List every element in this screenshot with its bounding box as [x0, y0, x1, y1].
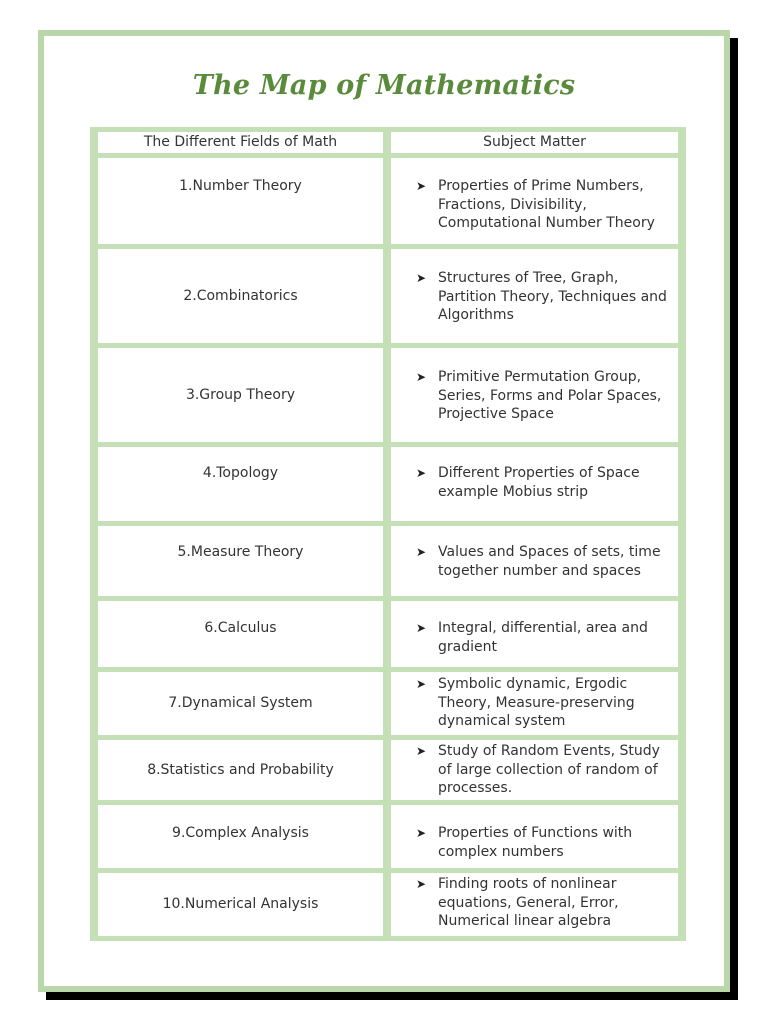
subject-text: Properties of Functions with complex numbers [438, 825, 633, 860]
table-row [98, 447, 678, 521]
subject-cell [391, 249, 678, 343]
subject-text: Values and Spaces of sets, time together number and spaces [438, 544, 661, 579]
column-header-subject: Subject Matter [391, 132, 678, 153]
list-item [391, 447, 678, 501]
subject-text: Structures of Tree, Graph, Partition Theory, Techniques and Algorithms [438, 270, 667, 323]
subject-text: Finding roots of nonlinear equations, General, Error, Numerical linear algebra [438, 876, 619, 929]
list-item [391, 672, 678, 731]
field-name: 4.Topology [98, 447, 383, 521]
subject-cell [391, 348, 678, 442]
field-name: 10.Numerical Analysis [98, 873, 383, 936]
arrowhead-bullet-icon: ➤ [416, 744, 427, 758]
field-name: 1.Number Theory [98, 158, 383, 244]
list-item [391, 158, 678, 233]
field-name: 5.Measure Theory [98, 526, 383, 596]
subject-text: Integral, differential, area and gradient [438, 620, 648, 655]
subject-text: Primitive Permutation Group, Series, Forms and Polar Spaces, Projective Space [438, 369, 662, 422]
list-item [391, 348, 678, 424]
field-name: 7.Dynamical System [98, 672, 383, 735]
arrowhead-bullet-icon: ➤ [416, 370, 427, 384]
arrowhead-bullet-icon: ➤ [416, 271, 427, 285]
column-header-fields: The Different Fields of Math [98, 132, 383, 153]
math-fields-table [90, 127, 686, 941]
subject-cell [391, 526, 678, 596]
table-row [98, 249, 678, 343]
arrowhead-bullet-icon: ➤ [416, 826, 427, 840]
list-item [391, 249, 678, 325]
table-row [98, 740, 678, 800]
subject-cell [391, 873, 678, 936]
field-name: 9.Complex Analysis [98, 805, 383, 868]
list-item [391, 873, 678, 931]
subject-text: Properties of Prime Numbers, Fractions, Divisibility, Computational Number Theory [438, 178, 655, 231]
table-row [98, 601, 678, 667]
list-item [391, 805, 678, 861]
subject-text: Symbolic dynamic, Ergodic Theory, Measure-preserving dynamical system [438, 676, 635, 729]
list-item [391, 601, 678, 656]
field-name: 6.Calculus [98, 601, 383, 667]
subject-cell [391, 601, 678, 667]
arrowhead-bullet-icon: ➤ [416, 877, 427, 891]
arrowhead-bullet-icon: ➤ [416, 621, 427, 635]
table-header-row [98, 132, 678, 153]
arrowhead-bullet-icon: ➤ [416, 545, 427, 559]
arrowhead-bullet-icon: ➤ [416, 677, 427, 691]
table-row [98, 526, 678, 596]
subject-cell [391, 805, 678, 868]
subject-text: Study of Random Events, Study of large collection of random of processes. [438, 743, 660, 796]
page-title: The Map of Mathematics [192, 70, 576, 101]
arrowhead-bullet-icon: ➤ [416, 466, 427, 480]
subject-cell [391, 447, 678, 521]
subject-text: Different Properties of Space example Mobius strip [438, 465, 640, 500]
list-item [391, 740, 678, 798]
list-item [391, 526, 678, 580]
field-name: 3.Group Theory [98, 348, 383, 442]
field-name: 2.Combinatorics [98, 249, 383, 343]
table-row [98, 805, 678, 868]
subject-cell [391, 158, 678, 244]
arrowhead-bullet-icon: ➤ [416, 179, 427, 193]
table-row [98, 158, 678, 244]
table-row [98, 672, 678, 735]
subject-cell [391, 740, 678, 800]
subject-cell [391, 672, 678, 735]
table-row [98, 348, 678, 442]
field-name: 8.Statistics and Probability [98, 740, 383, 800]
table-row [98, 873, 678, 936]
